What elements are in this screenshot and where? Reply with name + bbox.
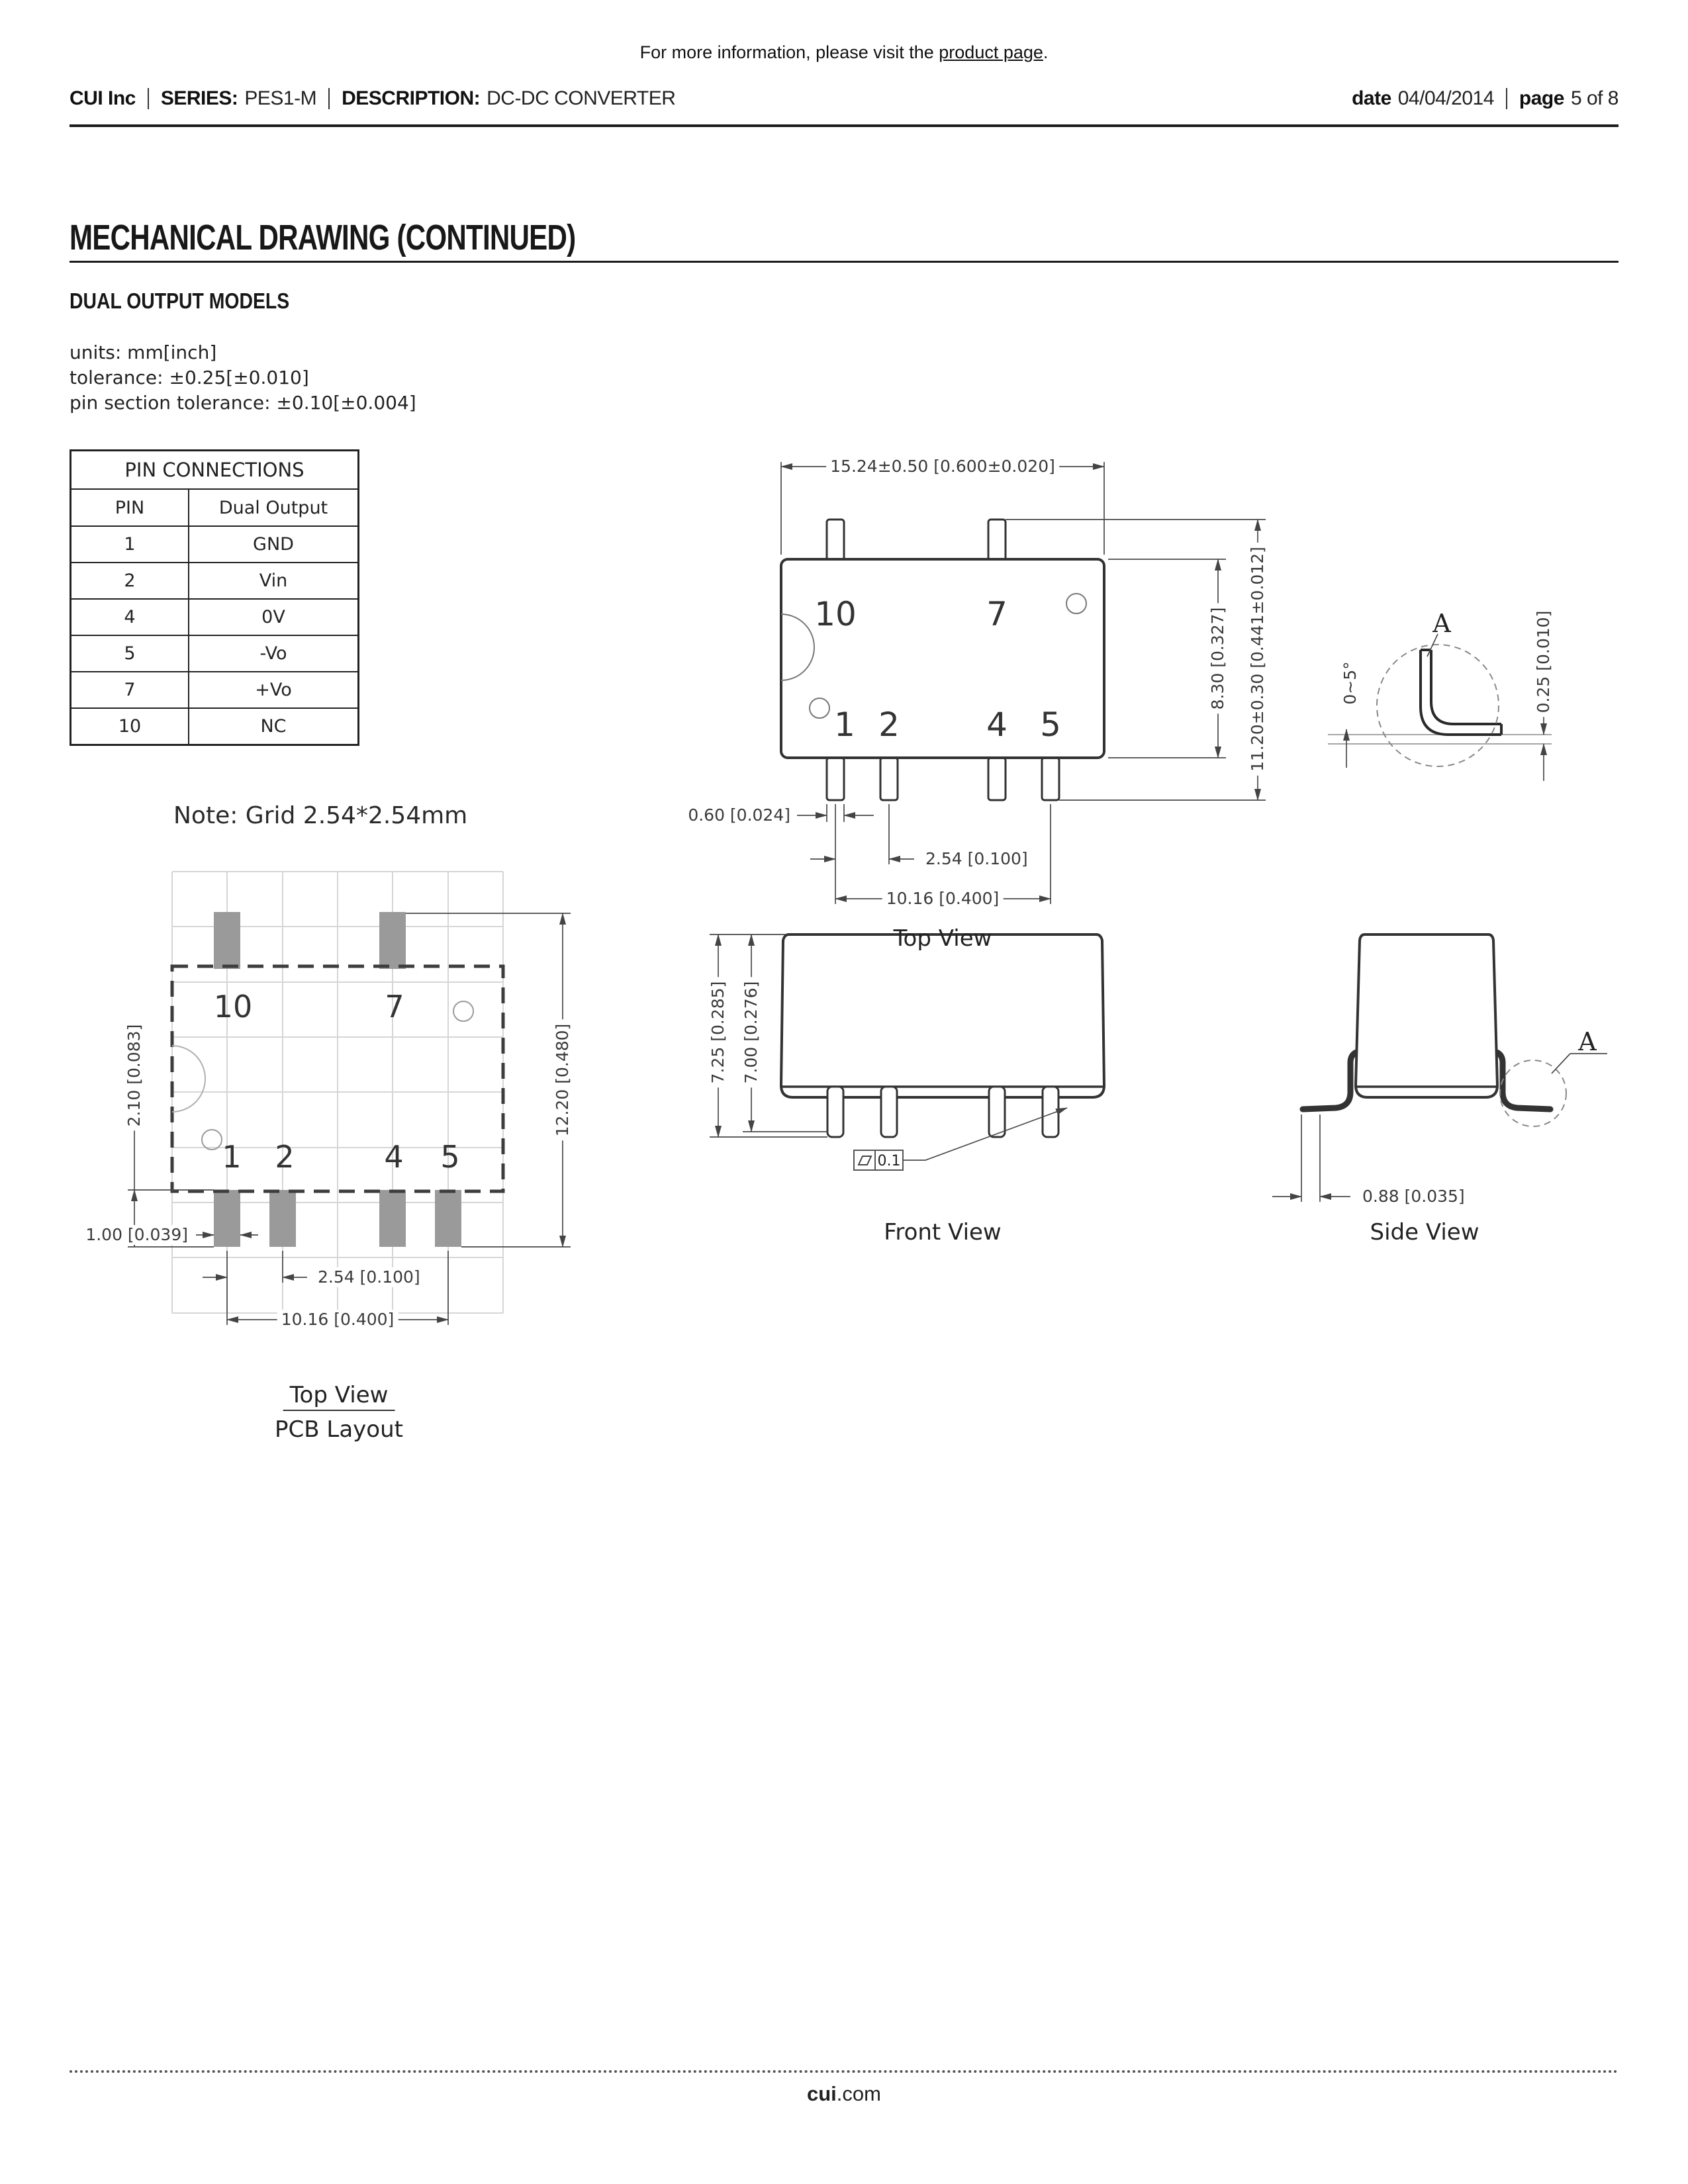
pcb-caption-layout: PCB Layout [275,1416,403,1443]
dim-front-overall: 7.25 [0.285] [708,978,728,1088]
pcb-pin-label-10: 10 [213,989,253,1024]
dim-pin-pitch: 2.54 [0.100] [921,849,1032,869]
pcb-pin-label-2: 2 [275,1139,295,1175]
date-label: date [1352,87,1391,109]
pin-col-header: PIN [71,489,189,526]
top-note-text: For more information, please visit the [639,42,939,62]
description-value: DC-DC CONVERTER [487,87,676,109]
pcb-layout-drawing [128,872,571,1325]
pcb-pin-label-1: 1 [222,1139,242,1175]
function-cell: NC [189,708,359,745]
front-view-drawing [710,934,1104,1170]
top-note-period: . [1043,42,1049,62]
pin-label-5: 5 [1040,705,1061,744]
pcb-pin-label-4: 4 [384,1139,404,1175]
pin-label-2: 2 [878,705,900,744]
pin-cell: 1 [71,526,189,563]
description-label: DESCRIPTION: [342,87,481,109]
dim-pin-width: 0.60 [0.024] [684,805,794,825]
footer-site-rest: .com [836,2082,881,2105]
function-cell: -Vo [189,635,359,672]
product-page-link[interactable]: product page [939,42,1043,62]
dim-top-width: 15.24±0.50 [0.600±0.020] [826,457,1059,477]
page-title: MECHANICAL DRAWING (CONTINUED) [70,218,576,257]
dim-front-body: 7.00 [0.276] [741,978,761,1088]
dim-body-height: 8.30 [0.327] [1208,604,1228,714]
dim-overall-height: 11.20±0.30 [0.441±0.012] [1248,543,1268,776]
top-view-drawing [781,462,1266,904]
pcb-pin-label-5: 5 [440,1139,460,1175]
footer-site-bold: cui [807,2082,837,2105]
pin-cell: 4 [71,599,189,635]
grid-note: Note: Grid 2.54*2.54mm [173,802,468,829]
tolerance-line: tolerance: ±0.25[±0.010] [70,367,309,388]
pin-cell: 2 [71,563,189,599]
output-col-header: Dual Output [189,489,359,526]
pin-label-1: 1 [834,705,855,744]
pin-label-10: 10 [814,595,857,633]
pin-cell: 5 [71,635,189,672]
footer-rule [70,2070,1618,2073]
front-view-caption: Front View [884,1219,1002,1246]
pin-tolerance-line: pin section tolerance: ±0.10[±0.004] [70,392,416,414]
pin-cell: 7 [71,672,189,708]
top-view-caption: Top View [893,925,992,952]
detail-a-leader [1552,1054,1607,1073]
detail-ref-label: A [1578,1027,1597,1056]
function-cell: +Vo [189,672,359,708]
dim-lead-angle: 0~5° [1340,657,1360,708]
date-value: 04/04/2014 [1397,87,1494,109]
dim-pad-width: 1.00 [0.039] [81,1225,192,1245]
dim-pcb-pitch: 2.54 [0.100] [314,1267,424,1287]
footer-site [807,2082,881,2106]
dim-pad-height: 2.10 [0.083] [124,1021,144,1131]
pin-label-7: 7 [986,595,1008,633]
detail-a-label: A [1432,609,1451,638]
pin-label-4: 4 [986,705,1008,744]
company-name: CUI Inc [70,87,136,109]
pcb-caption-top-view: Top View [283,1382,395,1411]
page-label: page [1519,87,1564,109]
series-label: SERIES: [160,87,238,109]
function-cell: Vin [189,563,359,599]
side-view-caption: Side View [1370,1219,1479,1246]
dim-standoff: 0.25 [0.010] [1534,607,1554,717]
section-subtitle: DUAL OUTPUT MODELS [70,289,290,313]
dim-pcb-span: 10.16 [0.400] [277,1310,399,1330]
pin-cell: 10 [71,708,189,745]
detail-a-drawing [1328,634,1552,781]
page-value: 5 of 8 [1570,87,1618,109]
function-cell: 0V [189,599,359,635]
dim-pin-span: 10.16 [0.400] [882,889,1004,909]
series-value: PES1-M [244,87,317,109]
dim-side-pin-width: 0.88 [0.035] [1358,1187,1469,1206]
dim-row-span: 12.20 [0.480] [553,1020,573,1141]
function-cell: GND [189,526,359,563]
flatness-value: 0.1 [877,1153,901,1169]
pin-table-title: PIN CONNECTIONS [71,451,359,490]
side-view-drawing [1272,934,1607,1202]
pcb-pin-label-7: 7 [385,989,404,1024]
units-line: units: mm[inch] [70,341,217,363]
